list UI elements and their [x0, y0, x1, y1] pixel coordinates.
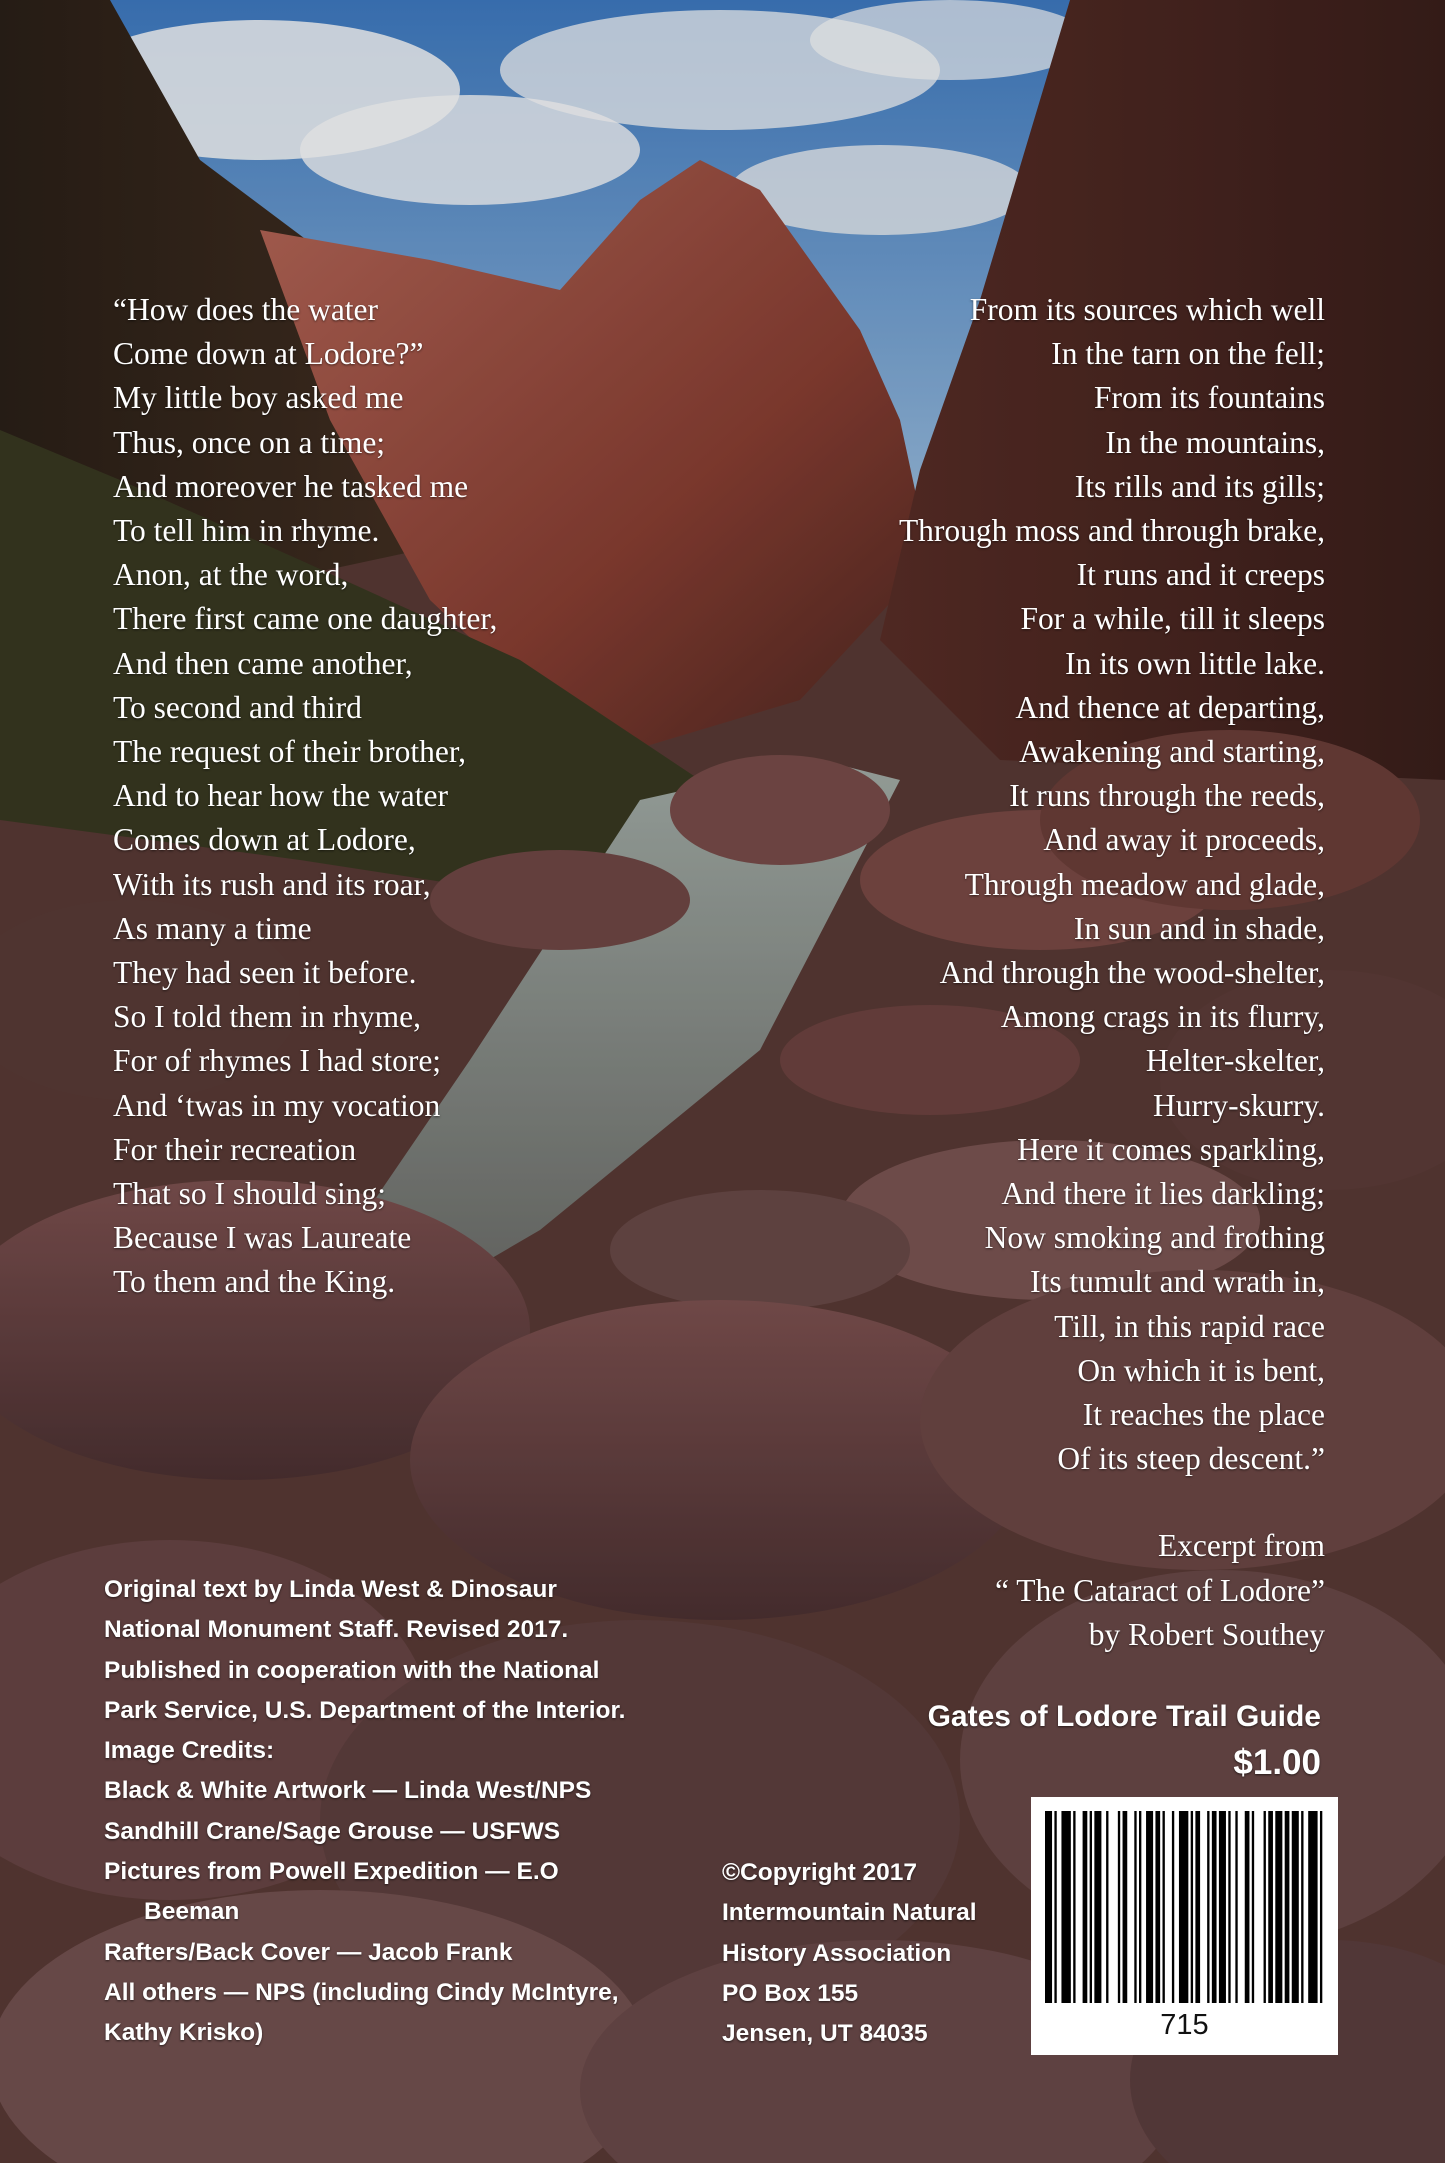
poem-line: It reaches the place [1082, 1397, 1325, 1433]
poem-line: Its rills and its gills; [1074, 468, 1325, 504]
credit-line: Sandhill Crane/Sage Grouse — USFWS [104, 1817, 561, 1845]
poem-line: And thence at departing, [1015, 689, 1325, 725]
barcode-number: 715 [1160, 2009, 1209, 2041]
poem-line: “How does the water [113, 292, 379, 327]
price: $1.00 [1233, 1743, 1321, 1782]
barcode-bar [1275, 1811, 1282, 2003]
barcode-bar [1212, 1811, 1217, 2003]
credit-line: Kathy Krisko) [104, 2019, 264, 2047]
poem-line: From its sources which well [969, 292, 1325, 327]
poem-line: And moreover he tasked me [113, 468, 469, 504]
barcode-bar [1292, 1811, 1299, 2003]
poem-line: Come down at Lodore?” [113, 336, 424, 372]
poem-line: Anon, at the word, [113, 557, 349, 593]
copyright-line: Intermountain Natural [722, 1899, 977, 1927]
barcode-bar [1054, 1811, 1056, 2003]
barcode-bar [1106, 1811, 1108, 2003]
credit-line: Published in cooperation with the National [104, 1656, 600, 1684]
barcode-bar [1083, 1811, 1088, 2003]
poem-line: Awakening and starting, [1019, 734, 1325, 770]
poem-line: Through moss and through brake, [898, 513, 1325, 549]
poem-line: For a while, till it sleeps [1020, 601, 1325, 637]
poem-line: Till, in this rapid race [1054, 1308, 1325, 1344]
barcode-bar [1219, 1811, 1226, 2003]
poem-line: For of rhymes I had store; [113, 1043, 442, 1079]
poem-line: It runs and it creeps [1076, 557, 1325, 593]
poem-line: In the tarn on the fell; [1051, 336, 1325, 372]
credit-line: National Monument Staff. Revised 2017. [104, 1616, 569, 1644]
excerpt-author: by Robert Southey [1088, 1617, 1325, 1652]
poem-line: And through the wood-shelter, [939, 955, 1325, 991]
barcode-bar [1268, 1811, 1273, 2003]
poem-line: There first came one daughter, [113, 601, 498, 637]
credits-block [104, 1570, 625, 2054]
credit-line: Beeman [144, 1898, 240, 1926]
poem-line: Thus, once on a time; [113, 424, 386, 460]
poem-line: In sun and in shade, [1073, 910, 1325, 946]
barcode-bar [1073, 1811, 1075, 2003]
barcode-bar [1285, 1811, 1290, 2003]
barcode-bar [1191, 1811, 1193, 2003]
copyright-line: Jensen, UT 84035 [722, 2020, 928, 2048]
poem-left-column [113, 288, 497, 1305]
excerpt-title: “ The Cataract of Lodore” [995, 1572, 1325, 1608]
barcode-bar [1195, 1811, 1200, 2003]
barcode-bar [1146, 1811, 1153, 2003]
credit-line: Black & White Artwork — Linda West/NPS [104, 1777, 592, 1805]
poem-line: That so I should sing; [113, 1176, 386, 1212]
poem-line: Comes down at Lodore, [113, 822, 416, 858]
poem-line: It runs through the reeds, [1009, 778, 1325, 814]
barcode-bar [1207, 1811, 1209, 2003]
barcode-bar [1061, 1811, 1070, 2003]
credit-line: Image Credits: [104, 1737, 275, 1765]
poem-line: To tell him in rhyme. [113, 513, 380, 549]
poem-line: To second and third [113, 689, 362, 725]
poem-line: So I told them in rhyme, [113, 999, 421, 1035]
poem-line: And then came another, [113, 645, 413, 681]
barcode-bar [1155, 1811, 1160, 2003]
poem-line: My little boy asked me [113, 380, 404, 416]
barcode-bar [1228, 1811, 1230, 2003]
poem-line: Its tumult and wrath in, [1030, 1264, 1325, 1300]
credit-line: Rafters/Back Cover — Jacob Frank [104, 1938, 513, 1966]
poem-line: Helter-skelter, [1145, 1043, 1325, 1079]
poem-line: The request of their brother, [113, 734, 466, 770]
barcode-bar [1139, 1811, 1141, 2003]
barcode-bar [1094, 1811, 1101, 2003]
poem-line: And to hear how the water [113, 778, 449, 814]
excerpt-line: Excerpt from [1157, 1528, 1325, 1563]
barcode-bar [1320, 1811, 1322, 2003]
poem-line: Now smoking and frothing [984, 1220, 1325, 1256]
barcode-bar [1163, 1811, 1165, 2003]
poem-line: As many a time [113, 910, 312, 946]
barcode-bar [1264, 1811, 1266, 2003]
barcode-bar [1134, 1811, 1136, 2003]
barcode-bar [1118, 1811, 1120, 2003]
poem-line: On which it is bent, [1077, 1352, 1325, 1388]
poem-line: With its rush and its roar, [113, 866, 431, 902]
poem-line: Because I was Laureate [113, 1220, 412, 1256]
poem-line: Hurry-skurry. [1152, 1087, 1325, 1123]
barcode-bar [1045, 1811, 1052, 2003]
copyright-block [722, 1853, 977, 2054]
barcode-bar [1235, 1811, 1237, 2003]
barcode-bar [1301, 1811, 1303, 2003]
copyright-line: PO Box 155 [722, 1979, 859, 2007]
credit-line: Park Service, U.S. Department of the Interior. [104, 1696, 626, 1724]
poem-line: Here it comes sparkling, [1017, 1131, 1325, 1167]
credit-line: Pictures from Powell Expedition — E.O [104, 1858, 559, 1886]
barcode-bar [1172, 1811, 1174, 2003]
poem-line: And there it lies darkling; [1001, 1176, 1325, 1212]
poem-line: In its own little lake. [1065, 645, 1325, 681]
copyright-line: ©Copyright 2017 [722, 1859, 918, 1886]
copyright-line: History Association [722, 1939, 952, 1967]
poem-line: Among crags in its flurry, [1000, 999, 1325, 1035]
barcode-bars [1045, 1811, 1324, 2003]
poem-line: Through meadow and glade, [964, 866, 1325, 902]
excerpt-attribution [995, 1524, 1325, 1658]
poem-line: For their recreation [113, 1131, 357, 1167]
barcode-bar [1308, 1811, 1317, 2003]
poem-line: They had seen it before. [113, 955, 417, 991]
barcode [1031, 1797, 1338, 2055]
barcode-bar [1090, 1811, 1092, 2003]
poem-line: In the mountains, [1105, 424, 1325, 460]
guide-title: Gates of Lodore Trail Guide [927, 1700, 1321, 1733]
barcode-bar [1179, 1811, 1188, 2003]
credit-line: All others — NPS (including Cindy McIntyre, [104, 1978, 619, 2006]
barcode-bar [1252, 1811, 1254, 2003]
barcode-bar [1123, 1811, 1128, 2003]
credit-line: Original text by Linda West & Dinosaur [104, 1576, 557, 1603]
poem-line: And away it proceeds, [1043, 822, 1325, 858]
poem-right-column [899, 288, 1325, 1481]
poem-line: And ‘twas in my vocation [113, 1087, 441, 1123]
poem-line: To them and the King. [113, 1264, 396, 1300]
barcode-bar [1245, 1811, 1250, 2003]
poem-line: Of its steep descent.” [1057, 1441, 1325, 1477]
poem-line: From its fountains [1093, 380, 1325, 416]
